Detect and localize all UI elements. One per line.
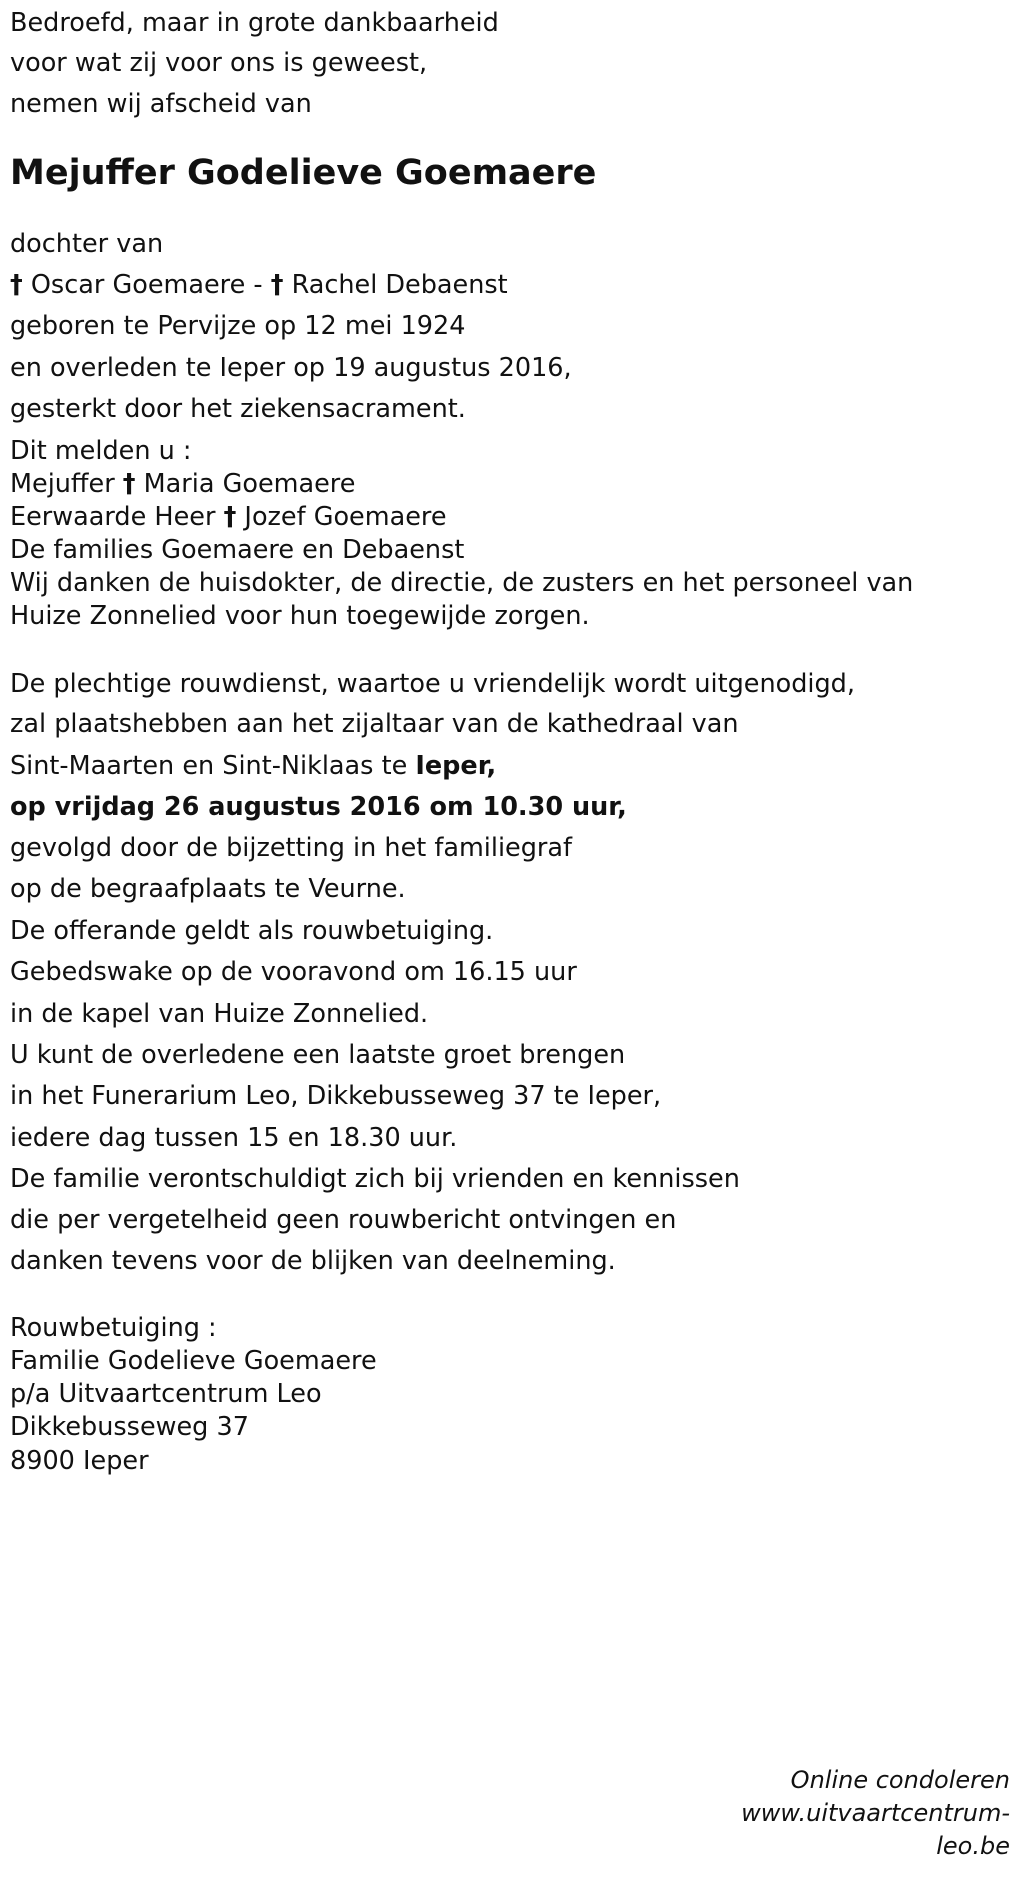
condolences-address-line: Familie Godelieve Goemaere	[10, 1346, 377, 1376]
condolences-address-line: p/a Uitvaartcentrum Leo	[10, 1379, 322, 1409]
announcers-intro: Dit melden u :	[10, 436, 192, 466]
cross-icon: †	[223, 502, 237, 532]
service-detail-line: De offerande geldt als rouwbetuiging.	[10, 916, 494, 946]
cross-icon: †	[122, 469, 136, 499]
parents-line	[10, 270, 508, 300]
service-detail-line: Gebedswake op de vooravond om 16.15 uur	[10, 957, 577, 987]
sacrament-line: gesterkt door het ziekensacrament.	[10, 394, 466, 424]
thanks-line-2: Huize Zonnelied voor hun toegewijde zorgen.	[10, 601, 590, 631]
announcer-2-name: Jozef Goemaere	[244, 502, 447, 532]
announcer-2	[10, 502, 447, 532]
cross-icon: †	[270, 270, 284, 300]
daughter-of-label: dochter van	[10, 229, 164, 259]
mother-name: Rachel Debaenst	[291, 270, 508, 300]
deceased-name: Mejuffer Godelieve Goemaere	[10, 153, 597, 193]
intro-line-1: Bedroefd, maar in grote dankbaarheid	[10, 8, 499, 38]
service-detail-line: De familie verontschuldigt zich bij vrienden en kennissen	[10, 1164, 740, 1194]
intro-line-3: nemen wij afscheid van	[10, 89, 312, 119]
parents-separator: -	[253, 270, 263, 300]
intro-line-2: voor wat zij voor ons is geweest,	[10, 48, 428, 78]
service-detail-line: op de begraafplaats te Veurne.	[10, 874, 406, 904]
online-condolence-url-line-1[interactable]: www.uitvaartcentrum-	[741, 1799, 1010, 1827]
birth-line: geboren te Pervijze op 12 mei 1924	[10, 311, 466, 341]
service-line-1: De plechtige rouwdienst, waartoe u vriendelijk wordt uitgenodigd,	[10, 669, 855, 699]
online-condolence-url-line-2[interactable]: leo.be	[936, 1832, 1010, 1860]
death-line: en overleden te Ieper op 19 augustus 2016,	[10, 353, 572, 383]
service-detail-line: in de kapel van Huize Zonnelied.	[10, 999, 429, 1029]
online-condolence-label: Online condoleren	[790, 1766, 1010, 1794]
service-detail-line: die per vergetelheid geen rouwbericht ontvingen en	[10, 1205, 677, 1235]
service-datetime: op vrijdag 26 augustus 2016 om 10.30 uur,	[10, 792, 627, 822]
service-detail-line: iedere dag tussen 15 en 18.30 uur.	[10, 1123, 458, 1153]
service-line-3	[10, 751, 496, 781]
condolences-label: Rouwbetuiging :	[10, 1313, 217, 1343]
families-line: De families Goemaere en Debaenst	[10, 535, 465, 565]
announcer-2-prefix: Eerwaarde Heer	[10, 502, 216, 532]
announcer-1-prefix: Mejuffer	[10, 469, 115, 499]
thanks-line-1: Wij danken de huisdokter, de directie, de zusters en het personeel van	[10, 568, 914, 598]
condolences-address-line: Dikkebusseweg 37	[10, 1412, 249, 1442]
condolences-address-line: 8900 Ieper	[10, 1446, 149, 1476]
service-location-text: Sint-Maarten en Sint-Niklaas te	[10, 751, 408, 781]
service-line-2: zal plaatshebben aan het zijaltaar van de kathedraal van	[10, 709, 739, 739]
service-detail-line: danken tevens voor de blijken van deelneming.	[10, 1246, 616, 1276]
service-detail-line: U kunt de overledene een laatste groet brengen	[10, 1040, 626, 1070]
service-detail-line: in het Funerarium Leo, Dikkebusseweg 37 te Ieper,	[10, 1081, 662, 1111]
cross-icon: †	[10, 270, 23, 300]
father-name: Oscar Goemaere	[30, 270, 246, 300]
announcer-1	[10, 469, 355, 499]
service-detail-line: gevolgd door de bijzetting in het familiegraf	[10, 833, 573, 863]
service-city: Ieper,	[415, 751, 497, 781]
announcer-1-name: Maria Goemaere	[143, 469, 356, 499]
